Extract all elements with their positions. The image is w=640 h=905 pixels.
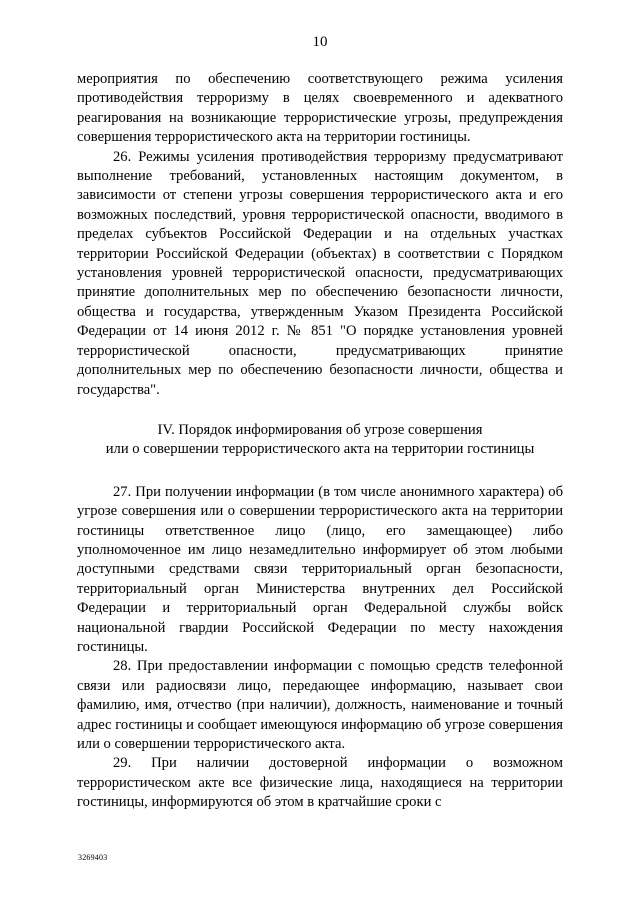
- paragraph-28: 28. При предоставлении информации с помощью средств телефонной связи или радиосвязи лицо, передающее информацию, называет свои фамилию, имя, отчество (при наличии), должность, наименование и точный адрес гостиницы и сообщает имеющуюся информацию об угрозе совершения или о совершении террористического акта.: [77, 658, 563, 752]
- paragraph-29: 29. При наличии достоверной информации о возможном террористическом акте все физические лица, находящиеся на территории гостиницы, информируются об этом в кратчайшие сроки с: [77, 755, 563, 811]
- section-heading-line-1: IV. Порядок информирования об угрозе совершения: [157, 421, 483, 438]
- section-heading: [77, 421, 563, 460]
- document-code: 3269403: [78, 853, 108, 862]
- page-number: 10: [312, 34, 328, 50]
- paragraph-25-continuation: мероприятия по обеспечению соответствующего режима усиления противодействия терроризму в целях своевременного и адекватного реагирования на возникающие террористические угрозы, предупреждения совершения террористического акта на территории гостиницы.: [77, 71, 563, 146]
- document-body: [77, 70, 563, 813]
- paragraph-27: 27. При получении информации (в том числе анонимного характера) об угрозе совершения или о совершении террористического акта на территории гостиницы ответственное лицо (лицо, его замещающее) либо уполномоченное им лицо незамедлительно информирует об этом любыми доступными средствами связи территориальный орган безопасности, территориальный орган Министерства внутренних дел Российской Федерации и территориальный орган Федеральной службы войск национальной гвардии Российской Федерации по месту нахождения гостиницы.: [77, 483, 563, 655]
- paragraph-26: 26. Режимы усиления противодействия терроризму предусматривают выполнение требований, установленных настоящим документом, в зависимости от степени угрозы совершения террористического акта и его возможных последствий, уровня террористической опасности, вводимого в пределах субъектов Российской Федерации и на отдельных участках территории Российской Федерации (объектах) в соответствии с Порядком установления уровней террористической опасности, предусматривающих принятие дополнительных мер по обеспечению безопасности личности, общества и государства, утвержденным Указом Президента Российской Федерации от 14 июня 2012 г. № 851 "О порядке установления уровней террористической опасности, предусматривающих принятие дополнительных мер по обеспечению безопасности личности, общества и государства".: [77, 148, 563, 398]
- section-heading-line-2: или о совершении террористического акта на территории гостиницы: [105, 441, 535, 458]
